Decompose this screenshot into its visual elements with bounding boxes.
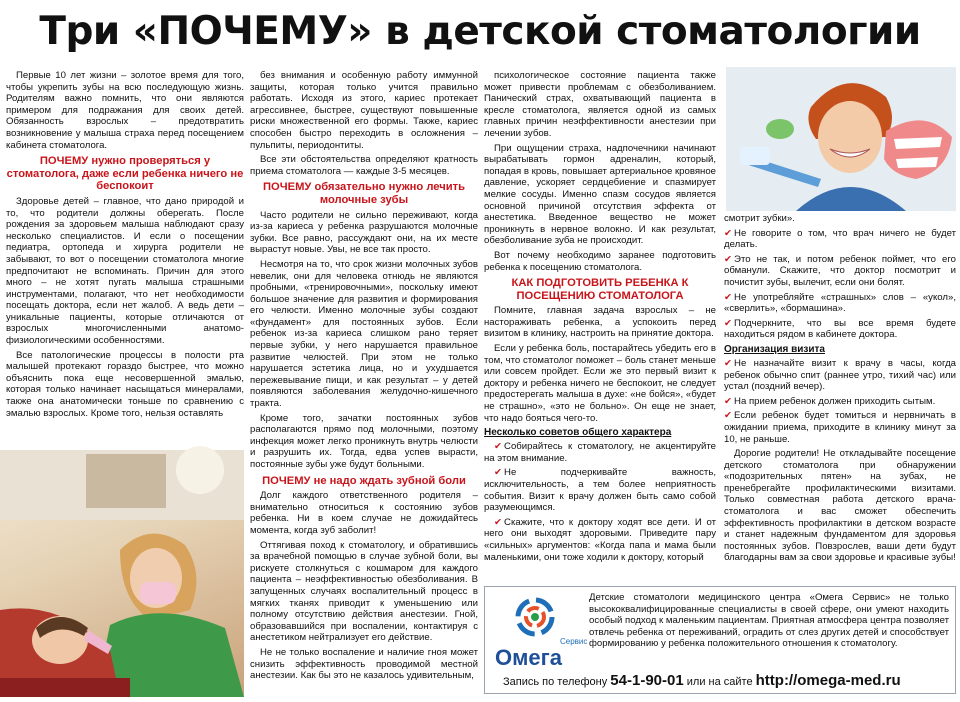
tip-item: ✔ Не подчеркивайте важность, исключительность, а тем более неприятность события. Визит к врачу должен быть само собой разумеющимся. (484, 467, 716, 513)
paragraph: Помните, главная задача взрослых – не настораживать ребенка, а успокоить перед визитом в клинику, настроить на принятие доктора. (484, 305, 716, 340)
clinic-promo-box (484, 586, 956, 694)
paragraph: без внимания и особенную работу иммунной защиты, которая только учится правильно работать. Исходя из этого, кариес протекает агрессивнее, быстрее, существуют повышенные риски множественной его формы. Также, кариес способен быстро переходить в осложнения – пульпиты, периодонтиты. (250, 70, 478, 151)
paragraph: Оттягивая поход к стоматологу, и обратившись за врачебной помощью в случае зубной боли, вы рискуете столкнуться с кошмаром для каждого пациента – неэффективностью обезболивания. В запущенных случаях воспалительный процесс в мягких тканях приводит к уменьшению или полному отсутствию действия анестезии. Гной, образовавшийся при воспалении, контактируя с анестетиком нейтрализует его действие. (250, 539, 478, 644)
tip-item: ✔ Если ребенок будет томиться и нервничать в ожидании приема, приходите в клинику минут за 10, не раньше. (724, 410, 956, 445)
tip-item: ✔ Это не так, и потом ребенок поймет, что его обманули. Скажите, что доктор посмотрит и почистит зубы, вылечит, если они болят. (724, 254, 956, 289)
paragraph: смотрит зубки». (724, 213, 795, 224)
column-3 (484, 70, 716, 583)
paragraph: Вот почему необходимо заранее подготовить ребенка к посещению стоматолога. (484, 249, 716, 273)
tip-item: ✔ Не употребляйте «страшных» слов – «укол», «сверлить», «бормашина». (724, 292, 956, 315)
dentist-photo (0, 450, 244, 697)
site-link[interactable]: http://omega-med.ru (755, 672, 901, 689)
column-1 (6, 70, 244, 442)
tip-item: ✔ Собирайтесь к стоматологу, не акцентируйте на этом внимание. (484, 441, 716, 464)
section-heading-prepare: КАК ПОДГОТОВИТЬ РЕБЕНКА К ПОСЕЩЕНИЮ СТОМАТОЛОГА (511, 277, 689, 302)
tip-item: ✔ Скажите, что к доктору ходят все дети. И от него они выходят здоровыми. Приведите пару «сильных» аргументов: «Когда папа и мама были маленькими, они тоже ходили к доктору, который (484, 517, 716, 563)
paragraph: Часто родители не сильно переживают, когда из-за кариеса у ребенка разрушаются молочные зубки. Все равно, рассуждают они, на их месте вырастут новые. Увы, не все так просто. (250, 209, 478, 256)
section-heading-pain: ПОЧЕМУ не надо ждать зубной боли (262, 474, 466, 487)
subheading-tips: Несколько советов общего характера (484, 427, 672, 439)
paragraph: При ощущении страха, надпочечники начинают вырабатывать гормон адреналин, который, попадая в кровь, повышает артериальное кровяное давление, ускоряет сердцебиение и спазмирует мелкие сосуды. Именно спазм сосудов является основной причиной отсутствия эффекта от анестетика. Введенное вещество не может проникнуть в нервное волокно. И как результат, обезболивание зуба не происходит. (484, 142, 716, 247)
column-4 (724, 213, 956, 583)
intro-paragraph: Первые 10 лет жизни – золотое время для того, чтобы укрепить зубы на всю последующую жизнь. Родителям важно помнить, что они являются примером для подражания для своих детей. Обязанность взрослых – предотвратить возникновение у малыша страха перед посещением кабинета стоматолога. (6, 70, 244, 151)
closing-paragraph: Дорогие родители! Не откладывайте посещение детского стоматолога при обнаружении «подозрительных пятен» на зубах, не пренебрегайте профилактическими визитами. Только совместная работа детского врача-стоматолога и вас сможет обеспечить эффективность профилактики в детском возрасте и станет надежным фундаментом для здоровья постоянных зубов. Повзрослев, ваши дети будут благодарны вам за свои здоровье и красивые зубы! (724, 448, 956, 564)
paragraph: Долг каждого ответственного родителя – внимательно относиться к состоянию зубов ребенка. Ни в коем случае не дожидайтесь момента, когда зуб заболит! (250, 490, 478, 536)
article-title: Три «ПОЧЕМУ» в детской стоматологии (39, 9, 921, 54)
subheading-visit: Организация визита (724, 343, 825, 355)
paragraph: психологическое состояние пациента также может привести проблемам с обезболиванием. Панический страх, охватывающий пациента в кресле стоматолога, является одной из самых главных причин неэффективности анестезии при лечении зубов. (484, 70, 716, 139)
tip-item: ✔ Не говорите о том, что врач ничего не будет делать. (724, 228, 956, 251)
promo-text: Детские стоматологи медицинского центра «Омега Сервис» не только высококвалифицированные специалисты в своей сфере, они умеют находить особый подход к маленьким пациентам. Приятная атмосфера центра позволяет отвлечь ребенка от переживаний, оградить от слез других детей и способствует формированию у ребенка положительного отношения к стоматологу. (589, 592, 949, 650)
section-heading-baby-teeth: ПОЧЕМУ обязательно нужно лечить молочные зубы (263, 181, 465, 206)
logo-name: Омега (495, 645, 563, 670)
tip-item: ✔ Подчеркните, что вы все время будете находиться рядом в кабинете доктора. (724, 318, 956, 341)
paragraph: Если у ребенка боль, постарайтесь убедить его в том, что стоматолог поможет – боль станет меньше или совсем пройдет. Если же это первый визит к доктору и ребенка ничего не беспокоит, не следует предостерегать малыша в духе: «не бойся», «будет не страшно», «это не больно». Он еще не знает, что надо бояться чего-то. (484, 343, 716, 424)
tip-item: ✔ На прием ребенок должен приходить сытым. (724, 396, 956, 408)
paragraph: Все эти обстоятельства определяют кратность приема стоматолога — каждые 3-5 месяцев. (250, 154, 478, 177)
site-label: или на сайте (686, 676, 753, 688)
paragraph: Все патологические процессы в полости рта малышей протекают гораздо быстрее, что можно объяснить пока еще несовершенной эмалью, которая только начинает насыщаться минералами, также она анатомически тоньше по сравнению с эмалью взрослых. Кроме того, нельзя оставлять (6, 349, 244, 419)
logo-sub: Сервис (560, 637, 588, 646)
omega-logo (491, 593, 588, 673)
paragraph: Здоровье детей – главное, что дано природой и то, что родители должны оберегать. После рождения за здоровьем малыша наблюдают сразу несколько специалистов. И если о посещении педиатра, ортопеда и хирурга родители не забывают, то вот о посещении стоматолога многие предпочитают не вспоминать. Причин для этого много – не хотят пугать малыша страшными инструментами, полагают, что нет необходимости посещать доктора, если нет жалоб. А ведь дети – уникальные пациенты, которые отличаются от взрослых многочисленными анатомо-физиологическими особенностями. (6, 195, 244, 347)
boy-photo (726, 67, 956, 211)
tip-item: ✔ Не назначайте визит к врачу в часы, когда ребенок обычно спит (раннее утро, тихий час) или устал (поздний вечер). (724, 358, 956, 393)
section-heading-checkup: ПОЧЕМУ нужно проверяться у стоматолога, даже если ребенка ничего не беспокоит (6, 155, 244, 193)
promo-contact (503, 671, 949, 692)
phone-label: Запись по телефону (503, 676, 608, 688)
paragraph: Не не только воспаление и наличие гноя может снизить эффективность проводимой местной анестезии. Как бы это не казалось удивительным, (250, 646, 478, 682)
paragraph: Кроме того, зачатки постоянных зубов располагаются прямо под молочными, поэтому инфекция может легко проникнуть внутрь челюсти и разрушить их. Тогда, едва успев вырасти, постоянные зубы уже будут больными. (250, 412, 478, 470)
column-2 (250, 70, 478, 697)
dentist-illustration (0, 450, 244, 697)
boy-illustration (726, 67, 956, 211)
paragraph: Несмотря на то, что срок жизни молочных зубов невелик, они для человека отнюдь не являются пробными, «тренировочными», поскольку имеют большое значение для развития и формирования его челюсти. Именно молочные зубы создают «фундамент» для постоянных зубов. Если ребенок из-за кариеса слишком рано теряет первые зубки, у него нарушается правильное развитие челюстей. При этом не только нарушается эстетика лица, но и ухудшается пережевывание пищи, и как результат – у детей появляются заболевания желудочно-кишечного тракта. (250, 258, 478, 410)
phone-number: 54-1-90-01 (610, 672, 684, 689)
